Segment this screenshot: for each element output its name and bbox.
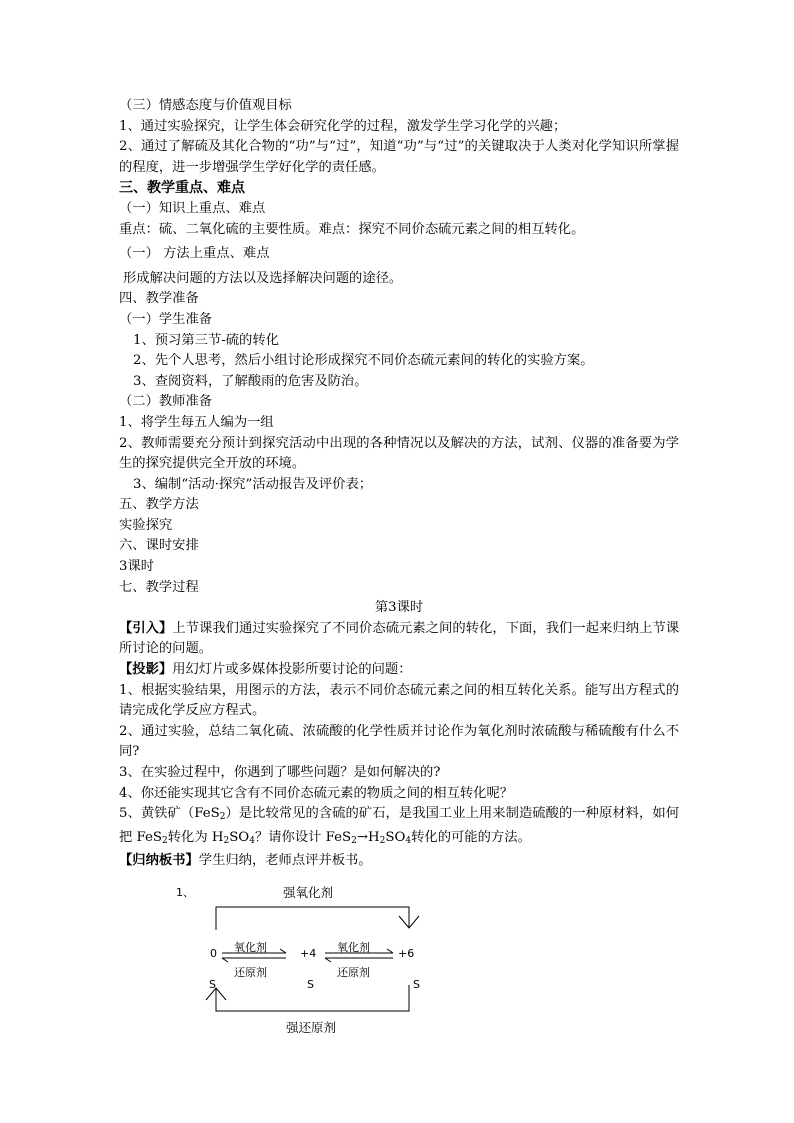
teacher-prep-title: （二）教师准备 <box>119 394 213 410</box>
q5-part-c: 转化为 H <box>167 829 224 845</box>
valence-plus4: +4 <box>300 947 317 960</box>
student-prep-2: 2、先个人思考，然后小组讨论形成探究不同价态硫元素间的转化的实验方案。 <box>133 353 594 369</box>
student-prep-title: （一）学生准备 <box>119 311 213 327</box>
section-5-title: 五、教学方法 <box>119 497 199 513</box>
project-paragraph <box>119 660 679 681</box>
document-body <box>119 96 679 872</box>
summary-tag: 【归纳板书】 <box>119 853 199 869</box>
section-affect-title: （三）情感态度与价值观目标 <box>119 98 292 113</box>
q5-sub-7: 4 <box>405 835 412 846</box>
question-4: 4、你还能实现其它含有不同价态硫元素的物质之间的相互转化呢？ <box>119 785 514 801</box>
reductant-1-arrowhead <box>222 958 228 962</box>
knowledge-text: 重点：硫、二氧化硫的主要性质。难点：探究不同价态硫元素之间的相互转化。 <box>119 221 585 237</box>
section-6-title: 六、课时安排 <box>119 538 199 554</box>
strong-oxidant-arrowhead <box>399 916 419 928</box>
valence-plus6: +6 <box>398 947 415 960</box>
summary-paragraph <box>119 851 679 872</box>
q5-sub-5: 2 <box>351 835 357 846</box>
intro-text: 上节课我们通过实验探究了不同价态硫元素之间的转化，下面，我们一起来归纳上节课所讨论的问题。 <box>119 620 680 657</box>
q5-sub-6: 2 <box>379 835 386 846</box>
project-tag: 【投影】 <box>119 662 173 678</box>
teacher-prep-1: 1、将学生每五人编为一组 <box>119 414 274 430</box>
diagram-number: 1、 <box>176 886 194 899</box>
section-6-text: 3课时 <box>119 559 155 575</box>
section-7-title: 七、教学过程 <box>119 579 199 595</box>
valence-0: 0 <box>210 947 217 960</box>
student-prep-1: 1、预习第三节-硫的转化 <box>133 332 279 348</box>
strong-oxidant-path <box>216 907 409 930</box>
lesson-title: 第3课时 <box>374 600 424 616</box>
intro-paragraph <box>119 619 679 660</box>
summary-text: 学生归纳，老师点评并板书。 <box>198 853 372 869</box>
sulfur-symbol-plus4: S <box>307 978 314 991</box>
section-4-title: 四、教学准备 <box>119 291 199 307</box>
reductant-1-label: 还原剂 <box>234 966 267 979</box>
strong-reductant-label: 强还原剂 <box>286 1020 337 1035</box>
q5-part-f: →H <box>356 829 380 845</box>
oxidant-2-arrowhead <box>387 949 393 953</box>
question-3: 3、在实验过程中，你遇到了哪些问题？是如何解决的? <box>119 765 441 780</box>
oxidant-1-arrowhead <box>280 949 286 953</box>
q5-part-d: SO <box>229 829 250 845</box>
affect-item-1: 1、通过实验探究，让学生体会研究化学的过程，激发学生学习化学的兴趣； <box>119 118 567 134</box>
oxidant-1-label: 氧化剂 <box>234 941 267 954</box>
intro-tag: 【引入】 <box>119 620 173 636</box>
teacher-prep-3: 3、编制“活动·探究”活动报告及评价表； <box>133 476 373 492</box>
project-text: 用幻灯片或多媒体投影所要讨论的问题： <box>172 662 412 678</box>
reductant-2-arrowhead <box>325 958 331 962</box>
oxidant-2-label: 氧化剂 <box>337 941 370 954</box>
q5-sub-4: 4 <box>249 835 255 846</box>
method-text: 形成解决问题的方法以及选择解决问题的途径。 <box>123 270 403 286</box>
q5-sub-1: 2 <box>219 812 226 823</box>
q5-part-a: 5、黄铁矿（FeS <box>119 806 220 822</box>
section-5-text: 实验探究 <box>119 517 173 533</box>
q5-part-h: 转化的可能的方法。 <box>411 829 531 845</box>
reductant-2-label: 还原剂 <box>337 966 370 979</box>
q5-part-e: ？请你设计 FeS <box>254 829 352 845</box>
strong-reductant-arrowhead <box>206 988 226 1000</box>
question-2: 2、通过实验，总结二氧化硫、浓硫酸的化学性质并讨论作为氧化剂时浓硫酸与稀硫酸有什么不同? <box>119 723 679 760</box>
strong-reductant-path <box>216 985 409 1011</box>
sulfur-symbol-0: S <box>209 978 216 991</box>
section-3-title: 三、教学重点、难点 <box>119 180 245 197</box>
knowledge-title: （一）知识上重点、难点 <box>119 200 266 216</box>
question-1: 1、根据实验结果，用图示的方法，表示不同价态硫元素之间的相互转化关系。能写出方程式的请完成化学反应方程式。 <box>119 682 679 719</box>
q5-part-g: SO <box>385 829 406 845</box>
teacher-prep-2: 2、教师需要充分预计到探究活动中出现的各种情况以及解决的方法，试剂、仪器的准备要为学生的探究提供完全开放的环境。 <box>119 435 679 472</box>
strong-oxidant-label: 强氧化剂 <box>283 885 334 900</box>
student-prep-3: 3、查阅资料，了解酸雨的危害及防治。 <box>133 373 368 389</box>
sulfur-symbol-plus6: S <box>413 978 420 991</box>
q5-sub-2: 2 <box>162 835 168 846</box>
method-title: （一） 方法上重点、难点 <box>119 246 270 262</box>
question-5 <box>119 804 679 851</box>
affect-item-2: 2、通过了解硫及其化合物的“功”与“过”，知道“功”与“过”的关键取决于人类对化学知识所掌握的程度，进一步增强学生学好化学的责任感。 <box>119 139 679 175</box>
q5-part-b: ）是比较常见的含硫的矿石，是我国工业上用来制造硫酸的一种原材料，如何把 FeS <box>119 806 680 845</box>
q5-sub-3: 2 <box>223 835 230 846</box>
